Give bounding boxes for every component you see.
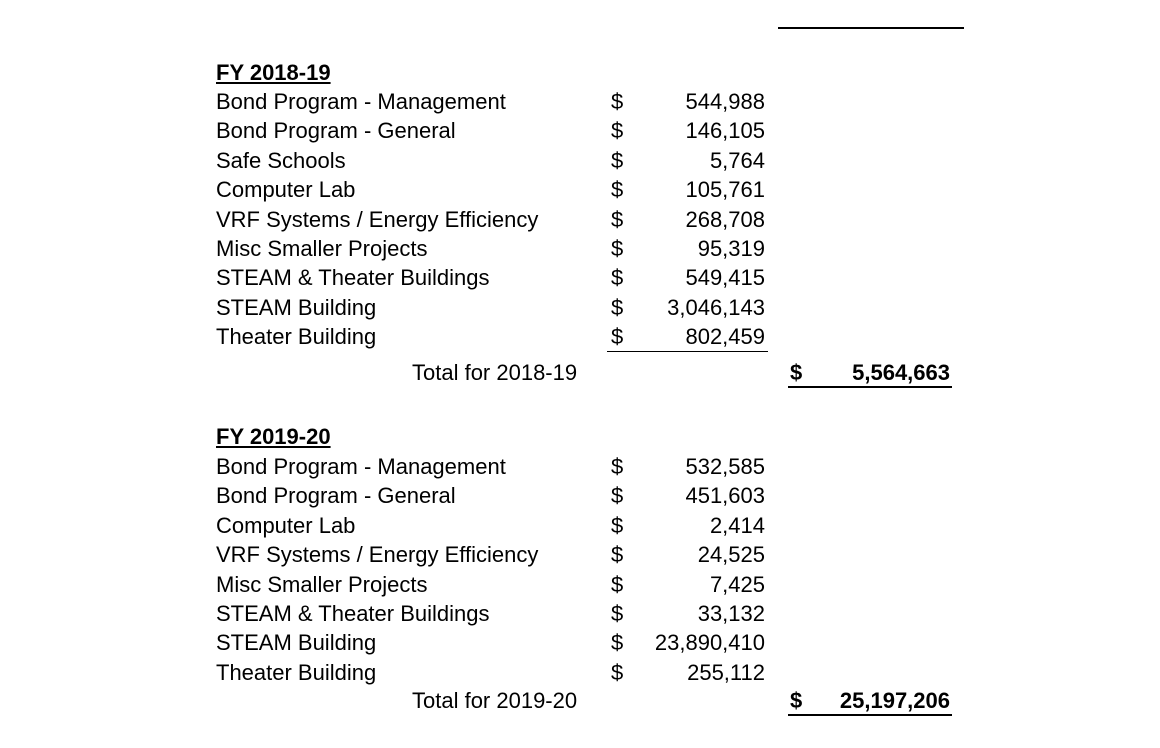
currency-symbol: $ <box>611 89 624 114</box>
item-amount: 146,105 <box>685 118 765 144</box>
currency-symbol: $ <box>611 294 624 320</box>
item-amount: 532,585 <box>685 454 765 479</box>
section-title: FY 2019-20 <box>216 424 331 449</box>
item-label: Bond Program - General <box>216 118 456 144</box>
currency-symbol: $ <box>611 659 624 685</box>
currency-symbol: $ <box>611 512 624 538</box>
item-amount: 5,764 <box>709 147 765 173</box>
line-items-list <box>0 87 1160 352</box>
item-label: Misc Smaller Projects <box>216 235 428 261</box>
list-item <box>0 570 1160 599</box>
item-label: Bond Program - Management <box>216 454 506 479</box>
item-amount: 105,761 <box>685 177 765 203</box>
currency-symbol: $ <box>611 206 624 232</box>
line-items-list <box>0 452 1160 687</box>
total-amount: 25,197,206 <box>839 688 950 713</box>
currency-symbol: $ <box>611 324 624 350</box>
list-item <box>0 87 1160 116</box>
item-label: Bond Program - Management <box>216 89 506 114</box>
list-item <box>0 599 1160 628</box>
list-item <box>0 658 1160 687</box>
list-item <box>0 293 1160 322</box>
item-amount: 33,132 <box>697 600 765 626</box>
list-item <box>0 263 1160 292</box>
currency-symbol: $ <box>611 177 624 203</box>
item-amount: 802,459 <box>685 324 765 350</box>
item-label: STEAM & Theater Buildings <box>216 600 490 626</box>
item-amount: 544,988 <box>685 89 765 114</box>
item-label: VRF Systems / Energy Efficiency <box>216 542 539 568</box>
list-item <box>0 322 1160 351</box>
total-currency-symbol: $ <box>790 688 803 713</box>
currency-symbol: $ <box>611 454 624 479</box>
total-row <box>0 686 1160 716</box>
list-item <box>0 146 1160 175</box>
item-amount: 268,708 <box>685 206 765 232</box>
total-row <box>0 358 1160 388</box>
currency-symbol: $ <box>611 235 624 261</box>
item-amount: 549,415 <box>685 265 765 291</box>
total-underline <box>788 714 952 716</box>
item-label: Safe Schools <box>216 147 346 173</box>
item-label: STEAM Building <box>216 630 377 656</box>
item-amount: 95,319 <box>697 235 765 261</box>
total-currency-symbol: $ <box>790 360 803 385</box>
item-label: Computer Lab <box>216 512 356 538</box>
currency-symbol: $ <box>611 265 624 291</box>
currency-symbol: $ <box>611 630 624 656</box>
currency-symbol: $ <box>611 542 624 568</box>
subtotal-divider <box>607 351 768 352</box>
item-label: Computer Lab <box>216 177 356 203</box>
currency-symbol: $ <box>611 571 624 597</box>
item-label: STEAM Building <box>216 294 377 320</box>
item-amount: 2,414 <box>709 512 765 538</box>
list-item <box>0 205 1160 234</box>
list-item <box>0 511 1160 540</box>
item-label: Misc Smaller Projects <box>216 571 428 597</box>
item-label: Theater Building <box>216 324 377 350</box>
list-item <box>0 628 1160 657</box>
list-item <box>0 540 1160 569</box>
item-amount: 255,112 <box>687 659 765 685</box>
total-amount: 5,564,663 <box>852 360 950 385</box>
item-amount: 24,525 <box>697 542 765 568</box>
item-label: Bond Program - General <box>216 483 456 509</box>
top-divider-line <box>778 27 964 29</box>
item-amount: 3,046,143 <box>667 294 765 320</box>
list-item <box>0 481 1160 510</box>
item-amount: 23,890,410 <box>654 630 765 656</box>
list-item <box>0 175 1160 204</box>
currency-symbol: $ <box>611 483 624 509</box>
total-label: Total for 2019-20 <box>412 688 578 713</box>
list-item <box>0 234 1160 263</box>
item-amount: 7,425 <box>709 571 765 597</box>
total-label: Total for 2018-19 <box>412 360 578 385</box>
total-underline <box>788 386 952 388</box>
item-label: Theater Building <box>216 659 377 685</box>
item-amount: 451,603 <box>685 483 765 509</box>
item-label: VRF Systems / Energy Efficiency <box>216 206 539 232</box>
item-label: STEAM & Theater Buildings <box>216 265 490 291</box>
currency-symbol: $ <box>611 118 624 144</box>
list-item <box>0 116 1160 145</box>
currency-symbol: $ <box>611 147 624 173</box>
section-title: FY 2018-19 <box>216 60 331 85</box>
currency-symbol: $ <box>611 600 624 626</box>
list-item <box>0 452 1160 481</box>
